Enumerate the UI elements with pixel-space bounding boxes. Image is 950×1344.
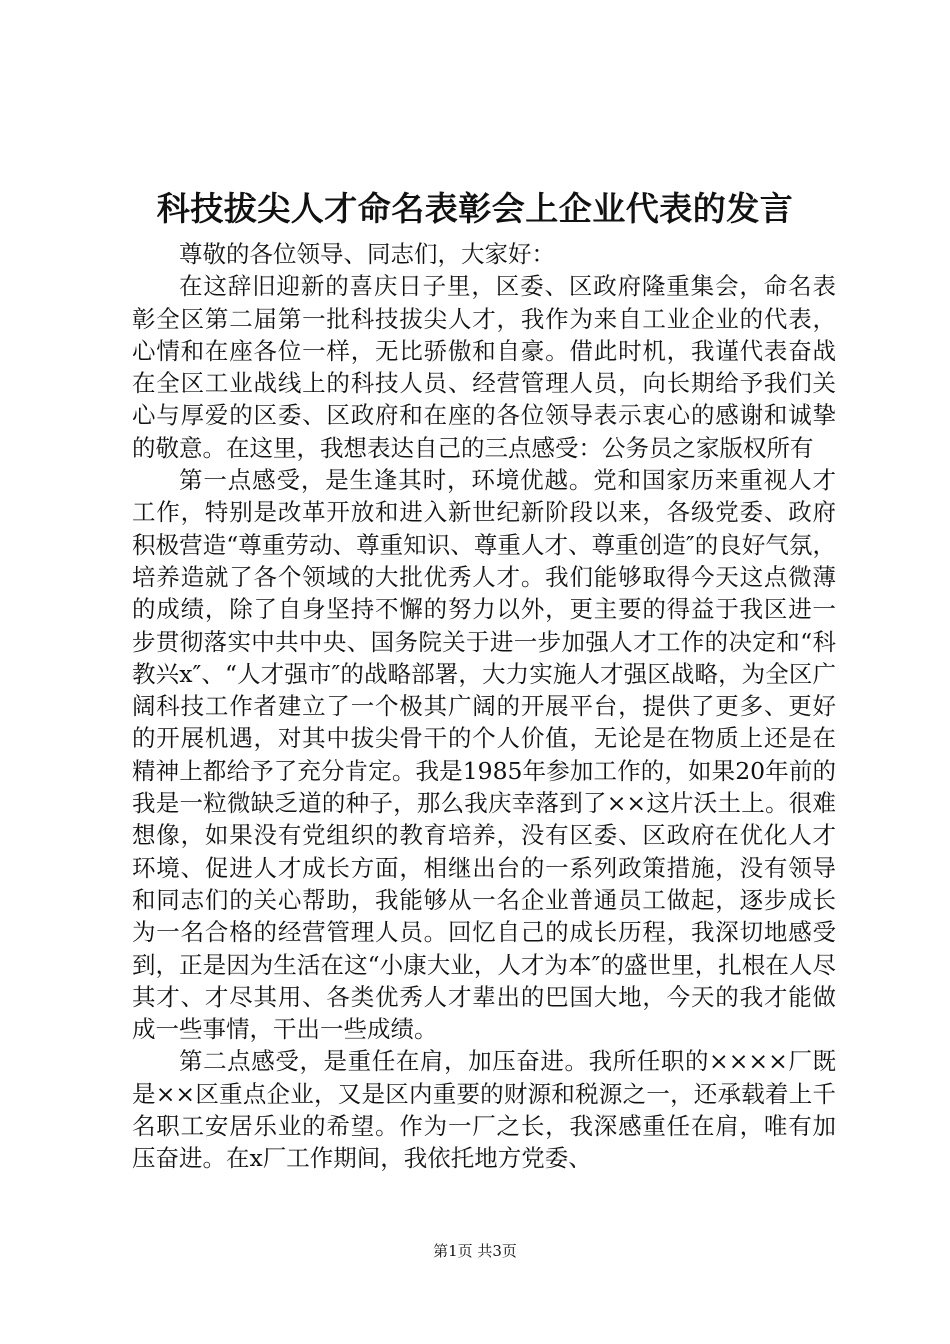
paragraph-intro: 在这辞旧迎新的喜庆日子里，区委、区政府隆重集会，命名表彰全区第二届第一批科技拔尖人才，我作为来自工业企业的代表，心情和在座各位一样，无比骄傲和自豪。借此时机，我谨代表奋战在全区工业战线上的科技人员、经营管理人员，向长期给予我们关心与厚爱的区委、区政府和在座的各位领导表示衷心的感谢和诚挚的敬意。在这里，我想表达自己的三点感受：公务员之家版权所有: [132, 272, 836, 462]
document-body: [132, 238, 836, 1175]
paragraph-first-point: 第一点感受，是生逢其时，环境优越。党和国家历来重视人才工作，特别是改革开放和进入新世纪新阶段以来，各级党委、政府积极营造“尊重劳动、尊重知识、尊重人才、尊重创造″的良好气氛，培养造就了各个领域的大批优秀人才。我们能够取得今天这点微薄的成绩，除了自身坚持不懈的努力以外，更主要的得益于我区进一步贯彻落实中共中央、国务院关于进一步加强人才工作的决定和“科教兴x″、“人才强市″的战略部署，大力实施人才强区战略，为全区广阔科技工作者建立了一个极其广阔的开展平台，提供了更多、更好的开展机遇，对其中拔尖骨干的个人价值，无论是在物质上还是在精神上都给予了充分肯定。我是1985年参加工作的，如果20年前的我是一粒微缺乏道的种子，那么我庆幸落到了××这片沃土上。很难想像，如果没有党组织的教育培养，没有区委、区政府在优化人才环境、促进人才成长方面，相继出台的一系列政策措施，没有领导和同志们的关心帮助，我能够从一名企业普通员工做起，逐步成长为一名合格的经营管理人员。回忆自己的成长历程，我深切地感受到，正是因为生活在这“小康大业，人才为本″的盛世里，扎根在人尽其才、才尽其用、各类优秀人才辈出的巴国大地，今天的我才能做成一些事情，干出一些成绩。: [132, 466, 836, 1044]
paragraph-second-point: 第二点感受，是重任在肩，加压奋进。我所任职的××××厂既是××区重点企业，又是区内重要的财源和税源之一，还承载着上千名职工安居乐业的希望。作为一厂之长，我深感重任在肩，唯有加压奋进。在x厂工作期间，我依托地方党委、: [132, 1047, 836, 1173]
document-title: 科技拔尖人才命名表彰会上企业代表的发言: [156, 189, 794, 228]
paragraph-greeting: 尊敬的各位领导、同志们，大家好：: [179, 240, 555, 268]
page-footer: 第1页 共3页: [433, 1242, 517, 1260]
